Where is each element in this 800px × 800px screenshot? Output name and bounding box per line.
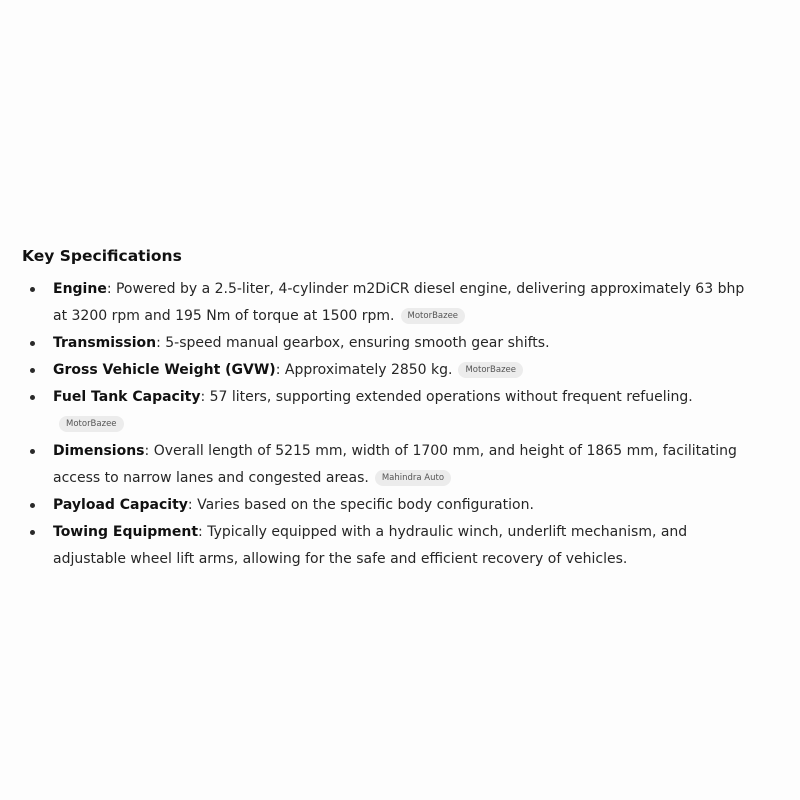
source-badge[interactable]: MotorBazee [458,362,523,378]
bullet-icon [30,287,35,292]
spec-label: Engine [53,281,107,297]
list-item [22,492,762,519]
list-item [22,519,762,573]
spec-label: Fuel Tank Capacity [53,389,201,405]
bullet-icon [30,530,35,535]
spec-text: : Typically equipped with a hydraulic winch, underlift mechanism, and adjustable wheel lift arms, allowing for the safe and efficient recovery of vehicles. [53,524,688,567]
spec-text: : Varies based on the specific body configuration. [187,497,534,513]
spec-label: Dimensions [53,443,145,459]
spec-text: : Overall length of 5215 mm, width of 1700 mm, and height of 1865 mm, facilitating access to narrow lanes and congested areas. [53,443,737,486]
list-item [22,276,762,330]
list-item [22,330,762,357]
list-item [22,438,762,492]
specifications-section [22,244,762,573]
spec-list [22,276,762,573]
source-badge[interactable]: MotorBazee [401,308,466,324]
spec-label: Towing Equipment [53,524,199,540]
source-badge[interactable]: Mahindra Auto [375,470,451,486]
spec-label: Transmission [53,335,157,351]
spec-label: Gross Vehicle Weight (GVW) [53,362,276,378]
bullet-icon [30,395,35,400]
bullet-icon [30,449,35,454]
bullet-icon [30,341,35,346]
bullet-icon [30,503,35,508]
spec-text: : 5-speed manual gearbox, ensuring smooth gear shifts. [156,335,550,351]
list-item [22,384,762,438]
source-badge[interactable]: MotorBazee [59,416,124,432]
bullet-icon [30,368,35,373]
spec-text: : Powered by a 2.5-liter, 4-cylinder m2DiCR diesel engine, delivering approximately 63 bhp at 3200 rpm and 195 Nm of torque at 1500 rpm. [53,281,745,324]
spec-text: : 57 liters, supporting extended operations without frequent refueling. [200,389,693,405]
section-heading: Key Specifications [22,247,182,265]
spec-label: Payload Capacity [53,497,188,513]
list-item [22,357,762,384]
spec-text: : Approximately 2850 kg. [275,362,453,378]
